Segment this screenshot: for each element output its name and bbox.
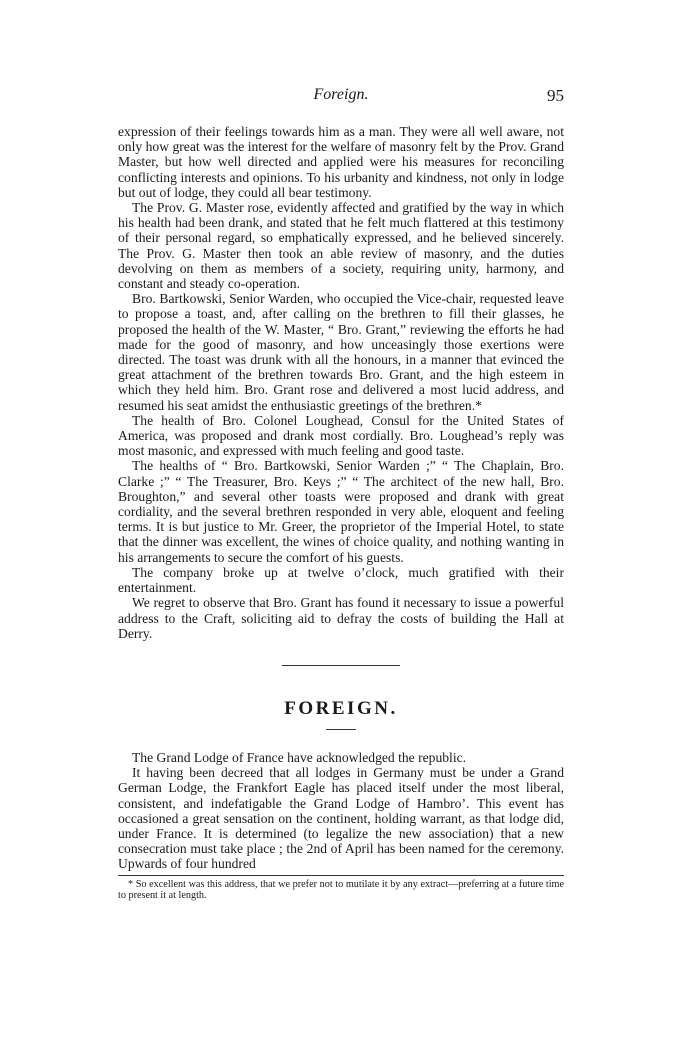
paragraph: The healths of “ Bro. Bartkowski, Senior Warden ;” “ The Chaplain, Bro. Clarke ;” “ The Treasurer, Bro. Keys ;” “ The architect of the new hall, Bro. Broughton,” and several other toasts were proposed and drank with great cordiality, and the several brethren responded in very able, eloquent and feeling terms. It is but justice to Mr. Greer, the proprietor of the Imperial Hotel, to state that the dinner was excellent, the wines of choice quality, and nothing wanting in his arrangements to secure the comfort of his guests.	[118, 458, 564, 565]
paragraph: The health of Bro. Colonel Loughead, Consul for the United States of America, was proposed and drank most cordially. Bro. Loughead’s reply was most masonic, and expressed with much feeling and good taste.	[118, 412, 564, 459]
paragraph: Bro. Bartkowski, Senior Warden, who occupied the Vice-chair, requested leave to propose a toast, and, after calling on the brethren to fill their glasses, he proposed the health of the W. Master, “ Bro. Grant,” reviewing the efforts he had made for the good of masonry, and how unceasingly those exertions were directed. The toast was drunk with all the honours, in a manner that evinced the great attachment of the brethren towards Bro. Grant, and the high esteem in which they held him. Bro. Grant rose and delivered a most lucid address, and resumed his seat amidst the enthusiastic greetings of the brethren.*	[118, 291, 564, 413]
paragraph: The Grand Lodge of France have acknowledged the republic.	[132, 749, 467, 765]
footnote: * So excellent was this address, that we prefer not to mutilate it by any extract—preferring at a future time to present it at length.	[118, 878, 564, 902]
paragraph: We regret to observe that Bro. Grant has found it necessary to issue a powerful address to the Craft, soliciting aid to defray the costs of building the Hall at Derry.	[118, 595, 564, 641]
paragraph: The company broke up at twelve o’clock, much gratified with their entertainment.	[118, 564, 564, 596]
running-title: Foreign.	[313, 86, 369, 103]
title-rule	[326, 729, 356, 730]
paragraph: It having been decreed that all lodges in Germany must be under a Grand German Lodge, the Frankfort Eagle has placed itself under the most liberal, consistent, and indefatigable the Grand Lodge of Hambro’. This event has occasioned a great sensation on the continent, holding warrant, as that lodge did, under France. It is determined (to legalize the new association) that a new consecration must take place ; the 2nd of April has been named for the ceremony. Upwards of four hundred	[118, 765, 564, 872]
section-title: FOREIGN.	[284, 697, 398, 719]
page-body	[118, 124, 564, 902]
paragraph: The Prov. G. Master rose, evidently affected and gratified by the way in which his health had been drank, and stated that he felt much flattered at this testimony of their personal regard, so emphatically expressed, and he believed sincerely. The Prov. G. Master then took an able review of masonry, and the duties devolving on them as members of a society, requiring unity, harmony, and constant and steady co-operation.	[118, 200, 564, 292]
section-divider	[282, 665, 400, 666]
page-number: 95	[547, 86, 564, 105]
page-header	[118, 86, 564, 108]
paragraph: expression of their feelings towards him as a man. They were all well aware, not only how great was the interest for the welfare of masonry felt by the Prov. Grand Master, but how well directed and applied were his measures for reconciling conflicting interests and opinions. To his urbanity and kindness, not only in lodge but out of lodge, they could all bear testimony.	[118, 124, 564, 200]
footnote-rule	[118, 875, 564, 876]
